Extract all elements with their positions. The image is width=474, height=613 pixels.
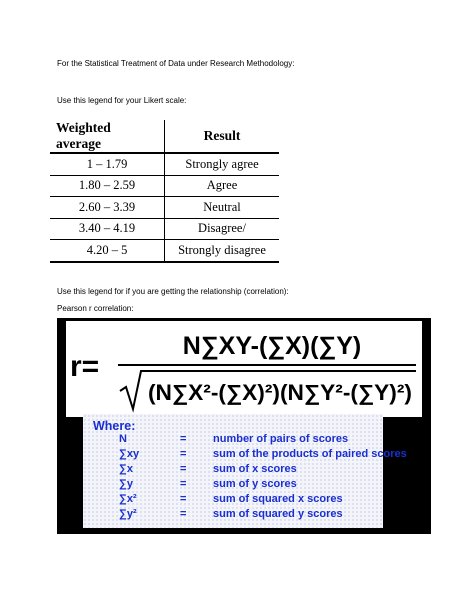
range-cell: 2.60 – 3.39	[50, 197, 165, 219]
formula-denominator: (N∑X²-(∑X)²)(N∑Y²-(∑Y)²)	[148, 380, 412, 405]
table-row	[50, 240, 279, 262]
symbol-n: N	[119, 433, 127, 445]
intro-text: For the Statistical Treatment of Data under Research Methodology:	[57, 59, 295, 68]
equals-sign: =	[180, 463, 187, 475]
symbol-sum-xy: ∑xy	[119, 448, 140, 460]
table-row	[50, 218, 279, 240]
equals-sign: =	[180, 448, 187, 460]
symbol-sum-x-squared: ∑x²	[119, 493, 137, 505]
likert-header-row	[50, 120, 279, 153]
result-cell: Strongly disagree	[165, 240, 280, 262]
result-cell: Disagree/	[165, 218, 280, 240]
symbol-sum-y-squared: ∑y²	[119, 508, 137, 520]
where-title: Where:	[93, 419, 136, 433]
definition-sum-x: sum of x scores	[213, 463, 297, 475]
table-row	[50, 197, 279, 219]
result-cell: Strongly agree	[165, 153, 280, 175]
symbol-sum-x: ∑x	[119, 463, 133, 475]
formula-lhs: r=	[70, 350, 100, 383]
definition-sum-y: sum of y scores	[213, 478, 297, 490]
result-cell: Neutral	[165, 197, 280, 219]
where-legend	[83, 414, 407, 528]
table-row	[50, 153, 279, 175]
table-row	[50, 175, 279, 197]
equals-sign: =	[180, 508, 187, 520]
definition-sum-y-squared: sum of squared y scores	[213, 508, 343, 520]
pearson-formula-panel	[57, 318, 431, 534]
likert-intro-text: Use this legend for your Likert scale:	[57, 96, 187, 105]
definition-sum-x-squared: sum of squared x scores	[213, 493, 343, 505]
result-cell: Agree	[165, 175, 280, 197]
likert-table	[50, 120, 279, 263]
header-weighted-average: Weighted average	[50, 120, 165, 153]
formula-numerator: N∑XY-(∑X)(∑Y)	[182, 332, 362, 360]
range-cell: 3.40 – 4.19	[50, 218, 165, 240]
range-cell: 1 – 1.79	[50, 153, 165, 175]
header-result: Result	[165, 120, 280, 153]
pearson-label: Pearson r correlation:	[57, 304, 134, 313]
definition-n: number of pairs of scores	[213, 433, 349, 445]
correlation-intro-text: Use this legend for if you are getting the relationship (correlation):	[57, 287, 289, 296]
range-cell: 4.20 – 5	[50, 240, 165, 262]
definition-sum-xy: sum of the products of paired scores	[213, 448, 407, 460]
symbol-sum-y: ∑y	[119, 478, 133, 490]
formula-box	[66, 321, 422, 417]
equals-sign: =	[180, 433, 187, 445]
equals-sign: =	[180, 478, 187, 490]
equals-sign: =	[180, 493, 187, 505]
formula-svg	[66, 321, 422, 417]
range-cell: 1.80 – 2.59	[50, 175, 165, 197]
